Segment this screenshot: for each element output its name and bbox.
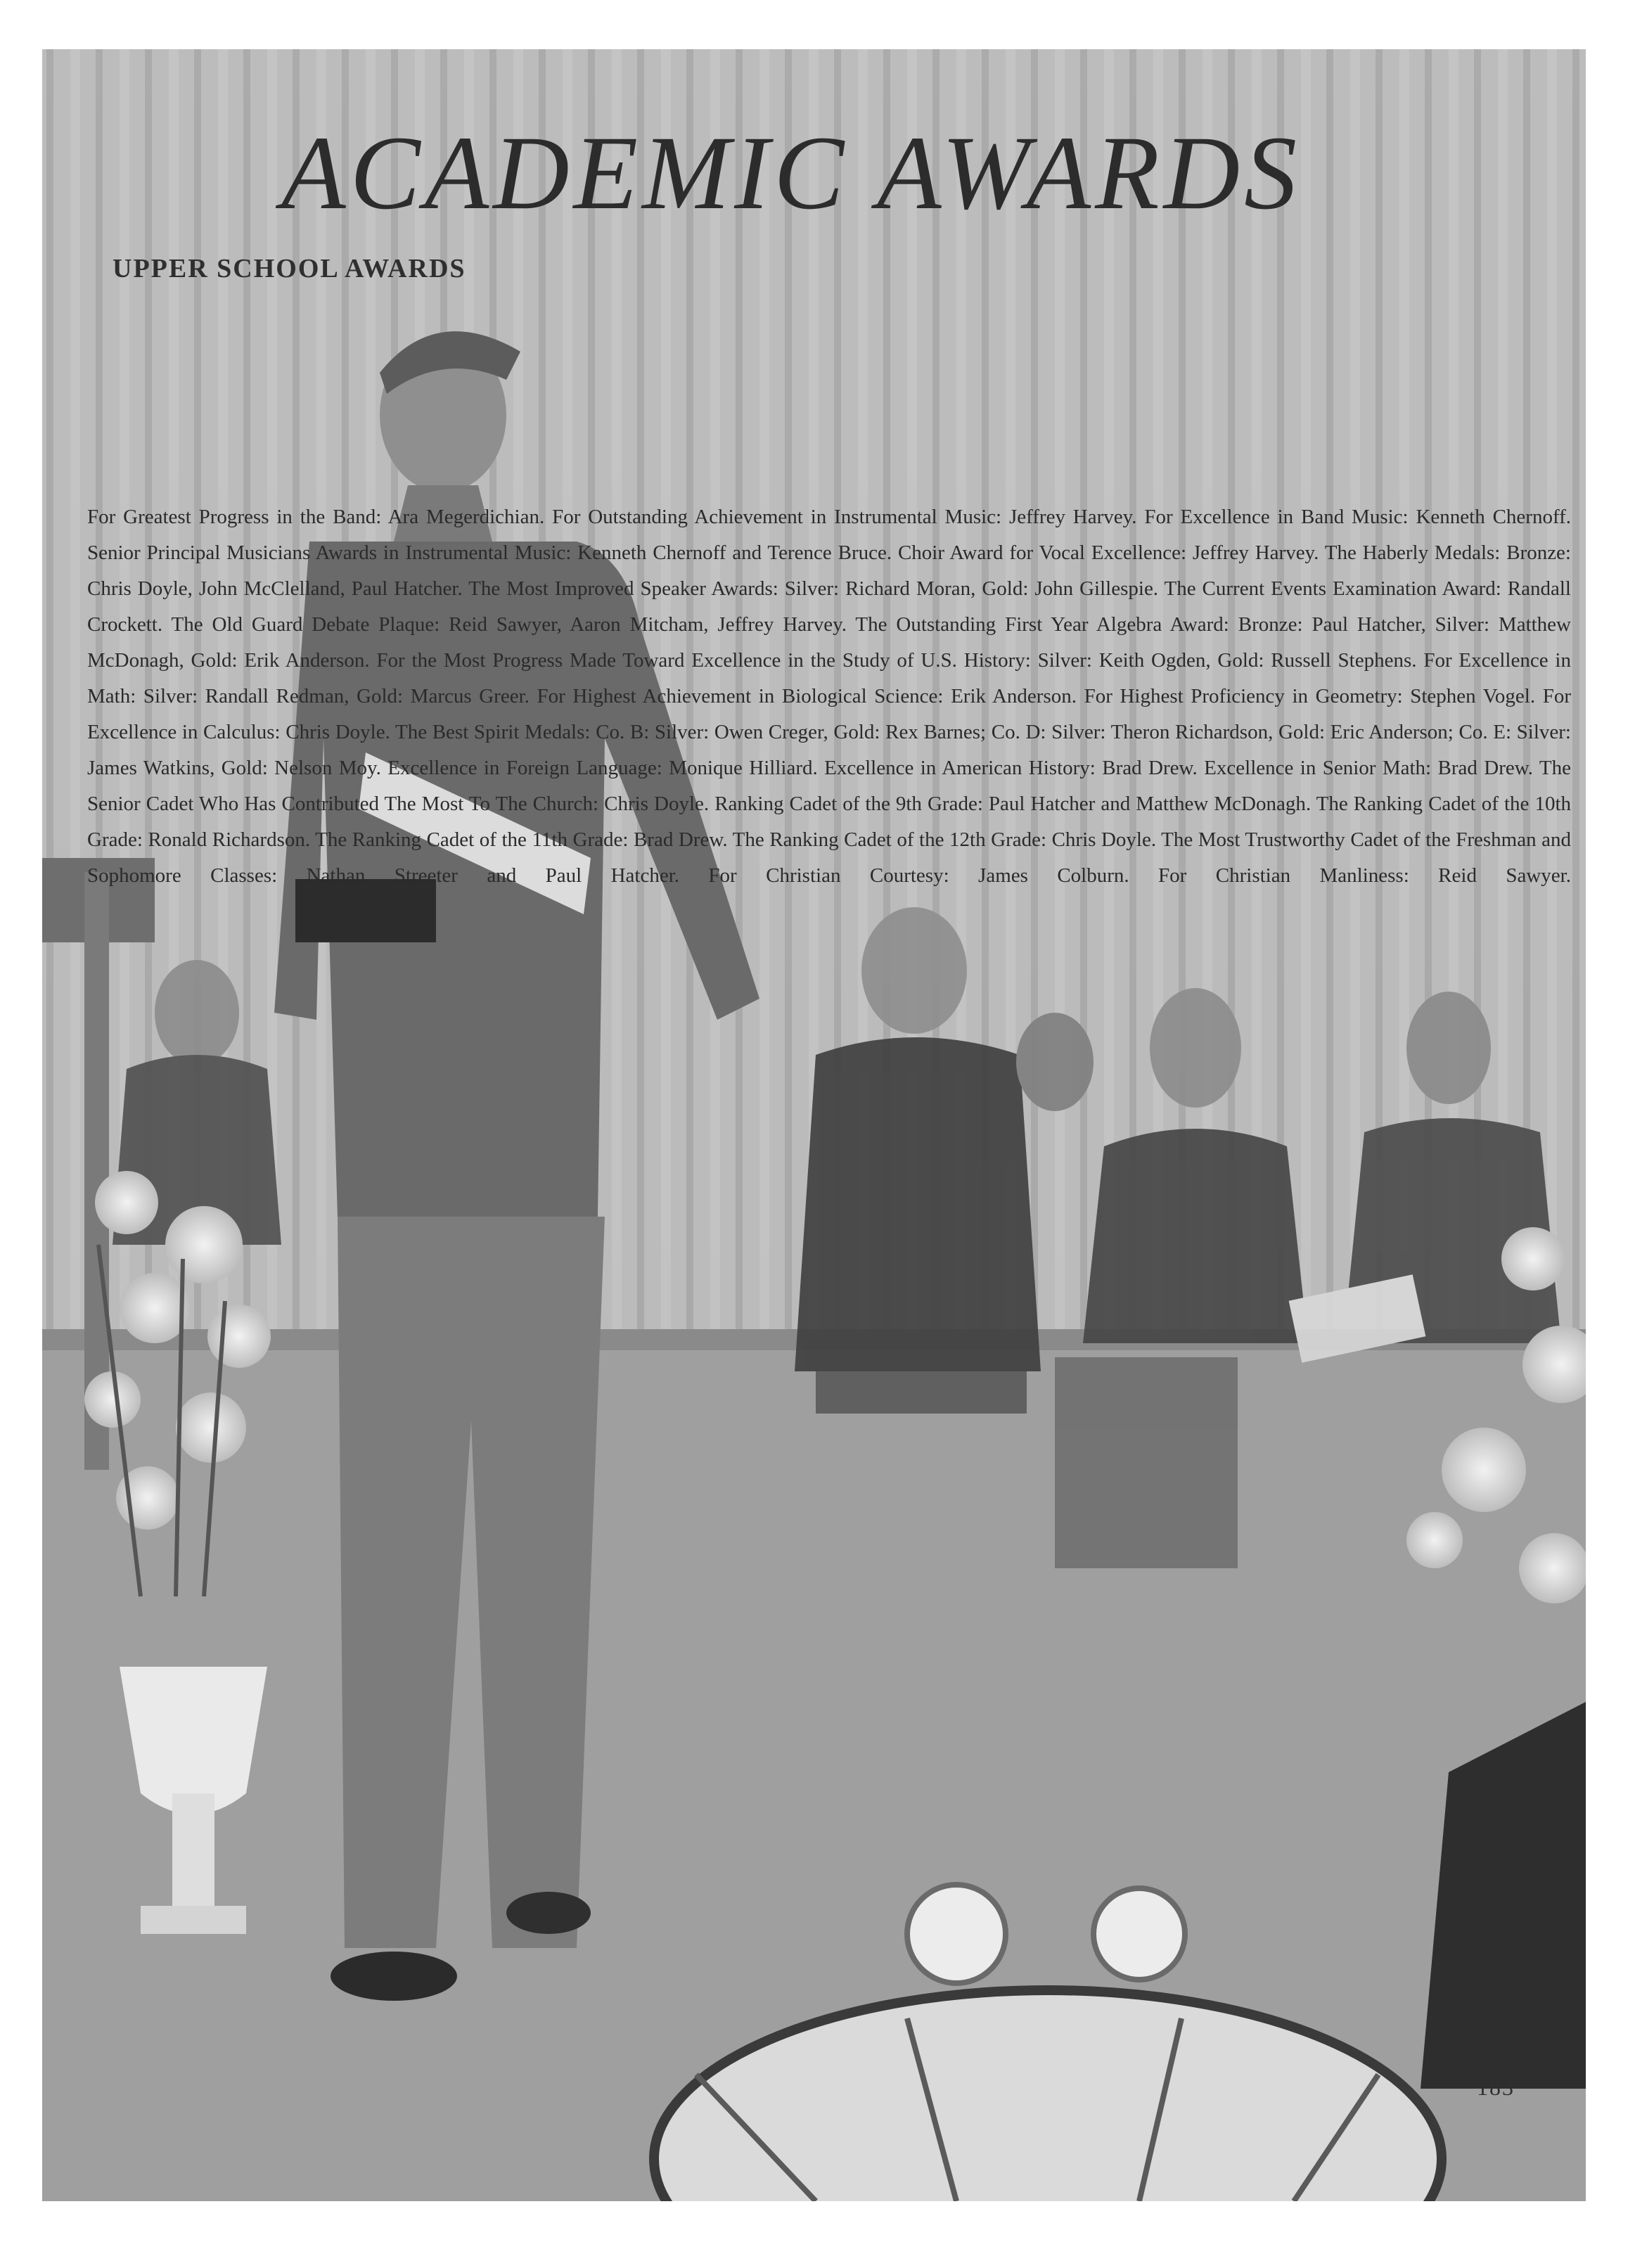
award-ceremony-photo bbox=[42, 49, 1586, 2201]
white-vase bbox=[120, 1667, 267, 1814]
section-subtitle: UPPER SCHOOL AWARDS bbox=[113, 254, 466, 283]
page-title: ACADEMIC AWARDS bbox=[281, 115, 1302, 231]
yearbook-page bbox=[42, 49, 1586, 2201]
page-number: 183 bbox=[1477, 2075, 1515, 2100]
awards-list-paragraph: For Greatest Progress in the Band: Ara Megerdichian. For Outstanding Achievement in Instrumental Music: Jeffrey Harvey. For Excellence in Band Music: Kenneth Chernoff. Senior Principal Musicians Awards in Instrumental Music: Kenneth Chernoff and Terence Bruce. Choir Award for Vocal Excellence: Jeffrey Harvey. The Haberly Medals: Bronze: Chris Doyle, John McClelland, Paul Hatcher. The Most Improved Speaker Awards: Silver: Richard Moran, Gold: John Gillespie. The Current Events Examination Award: Randall Crockett. The Old Guard Debate Plaque: Reid Sawyer, Aaron Mitcham, Jeffrey Harvey. The Outstanding First Year Algebra Award: Bronze: Paul Hatcher, Silver: Matthew McDonagh, Gold: Erik Anderson. For the Most Progress Made Toward Excellence in the Study of U.S. History: Silver: Keith Ogden, Gold: Russell Stephens. For Excellence in Math: Silver: Randall Redman, Gold: Marcus Greer. For Highest Achievement in Biological Science: Erik Anderson. For Highest Proficiency in Geometry: Stephen Vogel. For Excellence in Calculus: Chris Doyle. The Best Spirit Medals: Co. B: Silver: Owen Creger, Gold: Rex Barnes; Co. D: Silver: Theron Richardson, Gold: Eric Anderson; Co. E: Silver: James Watkins, Gold: Nelson Moy. Excellence in Foreign Language: Monique Hilliard. Excellence in American History: Brad Drew. Excellence in Senior Math: Brad Drew. The Senior Cadet Who Has Contributed The Most To The Church: Chris Doyle. Ranking Cadet of the 9th Grade: Paul Hatcher and Matthew McDonagh. The Ranking Cadet of the 10th Grade: Ronald Richardson. The Ranking Cadet of the 11th Grade: Brad Drew. The Ranking Cadet of the 12th Grade: Chris Doyle. The Most Trustworthy Cadet of the Freshman and Sophomore Classes: Nathan Streeter and Paul Hatcher. For Christian Courtesy: James Colburn. For Christian Manliness: Reid Sawyer. bbox=[87, 506, 1571, 887]
